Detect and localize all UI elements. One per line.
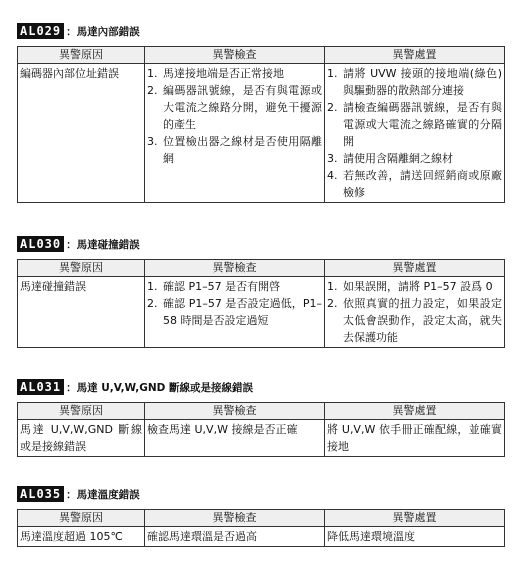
- check-cell: [145, 64, 325, 203]
- check-list: [147, 65, 322, 167]
- list-item-text: 請檢查編碼器訊號線，是否有與電源或大電流之線路確實的分隔開: [343, 101, 502, 148]
- handle-cell: [325, 277, 505, 348]
- list-item-text: 若無改善，請送回經銷商或原廠檢修: [343, 169, 502, 199]
- alarm-table: [17, 402, 505, 457]
- alarm-heading: [17, 236, 504, 252]
- alarm-heading: [17, 486, 504, 502]
- alarm-table: [17, 509, 505, 547]
- header-check: 異警檢查: [145, 510, 325, 527]
- header-cause: 異警原因: [18, 260, 145, 277]
- list-item: 4. 若無改善，請送回經銷商或原廠檢修: [327, 169, 502, 199]
- header-handle: 異警處置: [325, 260, 505, 277]
- alarm-heading: [17, 379, 504, 395]
- list-item-text: 確認 P1–57 是否設定過低，P1–58 時間是否設定過短: [163, 297, 322, 327]
- list-item: 1. 請將 UVW 接頭的接地端(綠色)與驅動器的散熱部分連接: [327, 67, 502, 97]
- header-cause: 異警原因: [18, 510, 145, 527]
- list-item: 3. 請使用含隔離網之線材: [327, 150, 502, 167]
- list-item: 2. 確認 P1–57 是否設定過低，P1–58 時間是否設定過短: [147, 297, 322, 327]
- header-check: 異警檢查: [145, 47, 325, 64]
- table-header-row: [18, 47, 505, 64]
- alarm-code-display: AL029: [17, 23, 64, 39]
- header-check: 異警檢查: [145, 403, 325, 420]
- alarm-section-al035: [17, 486, 504, 547]
- list-item: 3. 位置檢出器之線材是否使用隔離網: [147, 135, 322, 165]
- alarm-table: [17, 259, 505, 348]
- table-header-row: [18, 510, 505, 527]
- list-item-text: 請將 UVW 接頭的接地端(綠色)與驅動器的散熱部分連接: [343, 67, 502, 97]
- alarm-heading: [17, 23, 504, 39]
- alarm-title: ：馬達內部錯誤: [66, 25, 140, 38]
- header-cause: 異警原因: [18, 47, 145, 64]
- alarm-section-al031: [17, 379, 504, 457]
- list-item: 1. 確認 P1–57 是否有開啓: [147, 278, 322, 295]
- table-header-row: [18, 403, 505, 420]
- list-item-text: 請使用含隔離網之線材: [343, 152, 453, 165]
- alarm-code-display: AL035: [17, 486, 64, 502]
- table-row: [18, 277, 505, 348]
- list-item-text: 位置檢出器之線材是否使用隔離網: [163, 135, 322, 165]
- check-cell: [145, 277, 325, 348]
- alarm-title: ：馬達溫度錯誤: [66, 488, 140, 501]
- table-row: [18, 64, 505, 203]
- handle-cell: 降低馬達環境溫度: [325, 527, 505, 547]
- cause-cell: 馬達溫度超過 105℃: [18, 527, 145, 547]
- list-item: 2. 依照真實的扭力設定，如果設定太低會誤動作，設定太高，就失去保護功能: [327, 297, 502, 344]
- list-item: 1. 馬達接地端是否正常接地: [147, 65, 322, 82]
- check-list: [147, 278, 322, 329]
- list-item-text: 確認 P1–57 是否有開啓: [163, 280, 281, 293]
- handle-list: [327, 278, 502, 346]
- list-item: 1. 如果誤開，請將 P1–57 設爲 0: [327, 278, 502, 295]
- list-item-text: 依照真實的扭力設定，如果設定太低會誤動作，設定太高，就失去保護功能: [343, 297, 502, 344]
- alarm-section-al030: [17, 236, 504, 348]
- header-handle: 異警處置: [325, 47, 505, 64]
- list-item-text: 編碼器訊號線，是否有與電源或大電流之線路分開，避免干擾源的產生: [163, 84, 322, 131]
- handle-cell: [325, 64, 505, 203]
- list-item-text: 馬達接地端是否正常接地: [163, 67, 284, 80]
- alarm-title: ：馬達 U,V,W,GND 斷線或是接線錯誤: [66, 381, 254, 394]
- header-handle: 異警處置: [325, 403, 505, 420]
- alarm-table: [17, 46, 505, 203]
- alarm-section-al029: [17, 23, 504, 203]
- alarm-title: ：馬達碰撞錯誤: [66, 238, 140, 251]
- check-cell: 檢查馬達 U,V,W 接線是否正確: [145, 420, 325, 457]
- list-item: 2. 編碼器訊號線，是否有與電源或大電流之線路分開，避免干擾源的產生: [147, 84, 322, 131]
- table-row: [18, 420, 505, 457]
- header-cause: 異警原因: [18, 403, 145, 420]
- check-cell: 確認馬達環溫是否過高: [145, 527, 325, 547]
- cause-cell: 編碼器內部位址錯誤: [18, 64, 145, 203]
- alarm-code-display: AL030: [17, 236, 64, 252]
- handle-cell: 將 U,V,W 依手冊正確配線，並確實接地: [325, 420, 505, 457]
- header-check: 異警檢查: [145, 260, 325, 277]
- list-item-text: 如果誤開，請將 P1–57 設爲 0: [343, 280, 493, 293]
- cause-cell: 馬達碰撞錯誤: [18, 277, 145, 348]
- header-handle: 異警處置: [325, 510, 505, 527]
- cause-cell: 馬達 U,V,W,GND 斷線或是接線錯誤: [18, 420, 145, 457]
- handle-list: [327, 65, 502, 201]
- list-item: 2. 請檢查編碼器訊號線，是否有與電源或大電流之線路確實的分隔開: [327, 101, 502, 148]
- alarm-code-display: AL031: [17, 379, 64, 395]
- table-header-row: [18, 260, 505, 277]
- table-row: [18, 527, 505, 547]
